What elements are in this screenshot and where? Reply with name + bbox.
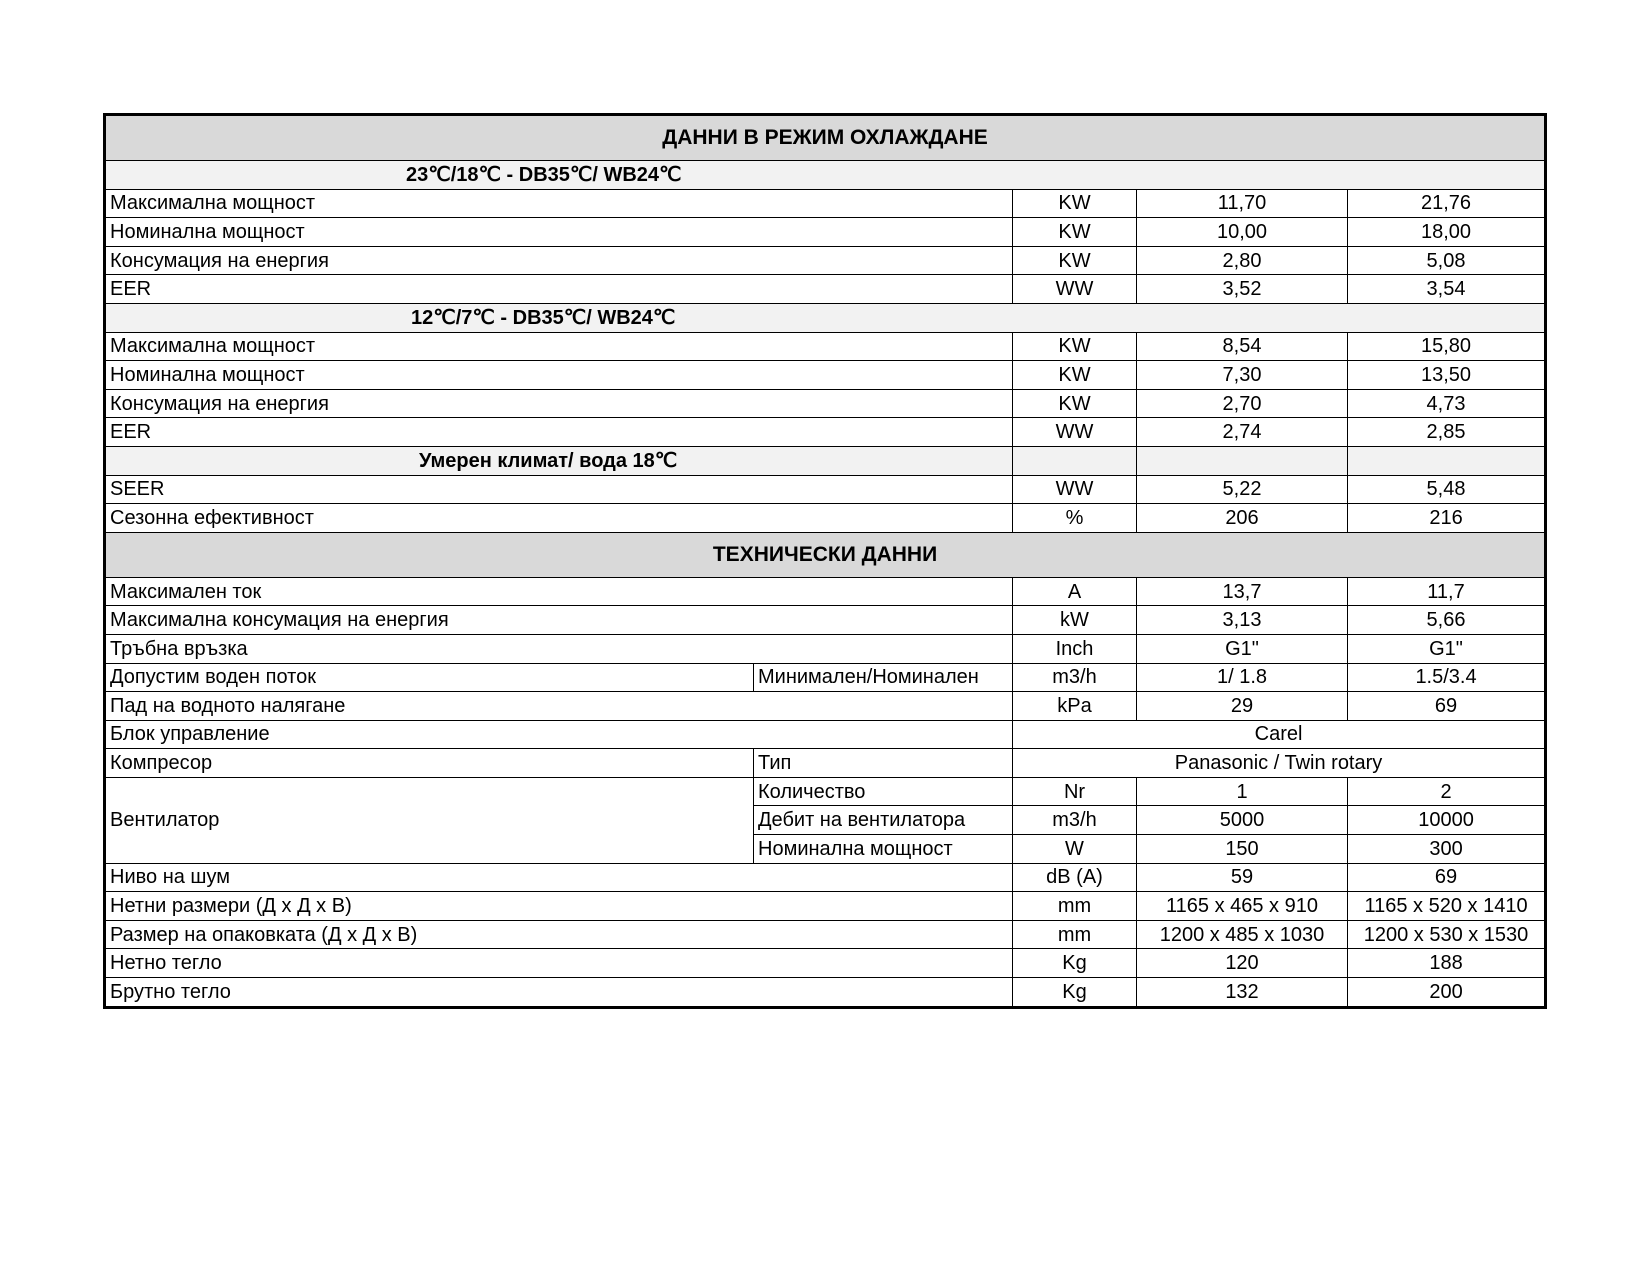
table-row: [105, 749, 1546, 778]
row-value-2: 5,48: [1348, 475, 1546, 504]
row-label: Компресор: [105, 749, 754, 778]
row-value-1: 206: [1137, 504, 1348, 533]
condition-label: Умерен климат/ вода 18℃: [105, 446, 1013, 475]
table-row: [105, 504, 1546, 533]
row-value-1: G1": [1137, 634, 1348, 663]
row-unit: kPa: [1013, 692, 1137, 721]
empty-cell: [1013, 446, 1137, 475]
table-row: [105, 361, 1546, 390]
row-value-1: 3,13: [1137, 606, 1348, 635]
row-unit: KW: [1013, 189, 1137, 218]
row-value-1: 29: [1137, 692, 1348, 721]
row-value-2: 2: [1348, 777, 1546, 806]
row-value-2: 1200 x 530 x 1530: [1348, 920, 1546, 949]
row-value-2: 15,80: [1348, 332, 1546, 361]
row-unit: %: [1013, 504, 1137, 533]
row-value-1: 120: [1137, 949, 1348, 978]
table-row: [105, 275, 1546, 304]
row-sublabel: Минимален/Номинален: [754, 663, 1013, 692]
table-row: [105, 920, 1546, 949]
table-row: [105, 663, 1546, 692]
row-unit: KW: [1013, 218, 1137, 247]
row-label: Максимална мощност: [105, 189, 1013, 218]
row-unit: W: [1013, 835, 1137, 864]
row-value-2: 216: [1348, 504, 1546, 533]
technical-title: ТЕХНИЧЕСКИ ДАННИ: [105, 532, 1546, 577]
row-sublabel: Количество: [754, 777, 1013, 806]
row-label: Допустим воден поток: [105, 663, 754, 692]
table-row: [105, 475, 1546, 504]
row-label: Ниво на шум: [105, 863, 1013, 892]
cooling-title: ДАННИ В РЕЖИМ ОХЛАЖДАНЕ: [105, 115, 1546, 161]
row-label: Нетни размери (Д х Д х В): [105, 892, 1013, 921]
row-unit: Kg: [1013, 978, 1137, 1008]
table-row: [105, 892, 1546, 921]
row-value-1: 1165 x 465 x 910: [1137, 892, 1348, 921]
row-label: Вентилатор: [105, 777, 754, 863]
table-row: [105, 606, 1546, 635]
row-value-2: 1.5/3.4: [1348, 663, 1546, 692]
row-label: Консумация на енергия: [105, 389, 1013, 418]
row-value-1: 5000: [1137, 806, 1348, 835]
row-unit: KW: [1013, 246, 1137, 275]
row-value-1: 7,30: [1137, 361, 1348, 390]
row-value-2: 5,66: [1348, 606, 1546, 635]
row-unit: Inch: [1013, 634, 1137, 663]
row-value-1: 10,00: [1137, 218, 1348, 247]
row-sublabel: Тип: [754, 749, 1013, 778]
row-label: Блок управление: [105, 720, 1013, 749]
row-unit: WW: [1013, 418, 1137, 447]
table-row: [105, 189, 1546, 218]
row-value-1: 132: [1137, 978, 1348, 1008]
row-value-2: G1": [1348, 634, 1546, 663]
row-value-1: 1/ 1.8: [1137, 663, 1348, 692]
row-unit: WW: [1013, 475, 1137, 504]
table-row: [105, 777, 1546, 806]
row-label: Брутно тегло: [105, 978, 1013, 1008]
row-value-2: 4,73: [1348, 389, 1546, 418]
row-label: Номинална мощност: [105, 218, 1013, 247]
row-value-1: 11,70: [1137, 189, 1348, 218]
row-unit: KW: [1013, 389, 1137, 418]
row-label: Пад на водното налягане: [105, 692, 1013, 721]
row-value-1: 13,7: [1137, 577, 1348, 606]
technical-section-header: [105, 532, 1546, 577]
row-value-2: 10000: [1348, 806, 1546, 835]
row-value-2: 13,50: [1348, 361, 1546, 390]
table-row: [105, 389, 1546, 418]
row-unit: m3/h: [1013, 806, 1137, 835]
table-row: [105, 246, 1546, 275]
condition-row: [105, 303, 1546, 332]
row-unit: KW: [1013, 332, 1137, 361]
row-label: Сезонна ефективност: [105, 504, 1013, 533]
row-unit: Nr: [1013, 777, 1137, 806]
row-value-2: 11,7: [1348, 577, 1546, 606]
row-value-2: 21,76: [1348, 189, 1546, 218]
row-value-merged: Carel: [1013, 720, 1546, 749]
row-value-1: 2,74: [1137, 418, 1348, 447]
row-unit: WW: [1013, 275, 1137, 304]
condition-row: [105, 446, 1546, 475]
row-value-2: 69: [1348, 692, 1546, 721]
table-row: [105, 720, 1546, 749]
condition-row: [105, 161, 1546, 190]
row-label: Нетно тегло: [105, 949, 1013, 978]
row-sublabel: Номинална мощност: [754, 835, 1013, 864]
row-unit: dB (A): [1013, 863, 1137, 892]
row-value-1: 1200 x 485 x 1030: [1137, 920, 1348, 949]
row-value-1: 5,22: [1137, 475, 1348, 504]
row-value-2: 69: [1348, 863, 1546, 892]
row-unit: mm: [1013, 920, 1137, 949]
row-unit: Kg: [1013, 949, 1137, 978]
row-value-1: 1: [1137, 777, 1348, 806]
cooling-section-header: [105, 115, 1546, 161]
row-label: SEER: [105, 475, 1013, 504]
table-row: [105, 577, 1546, 606]
table-row: [105, 949, 1546, 978]
row-value-2: 3,54: [1348, 275, 1546, 304]
row-label: EER: [105, 275, 1013, 304]
row-value-2: 300: [1348, 835, 1546, 864]
row-unit: kW: [1013, 606, 1137, 635]
row-sublabel: Дебит на вентилатора: [754, 806, 1013, 835]
row-label: Максимална мощност: [105, 332, 1013, 361]
row-label: Размер на опаковката (Д х Д х В): [105, 920, 1013, 949]
table-row: [105, 863, 1546, 892]
row-value-merged: Panasonic / Twin rotary: [1013, 749, 1546, 778]
empty-cell: [1348, 446, 1546, 475]
row-label: Консумация на енергия: [105, 246, 1013, 275]
table-row: [105, 978, 1546, 1008]
row-value-1: 3,52: [1137, 275, 1348, 304]
row-unit: m3/h: [1013, 663, 1137, 692]
empty-cell: [1137, 446, 1348, 475]
table-row: [105, 692, 1546, 721]
row-value-2: 2,85: [1348, 418, 1546, 447]
row-label: Максимален ток: [105, 577, 1013, 606]
condition-label: 23℃/18℃ - DB35℃/ WB24℃: [105, 161, 1546, 190]
row-label: Тръбна връзка: [105, 634, 1013, 663]
spec-table: [103, 113, 1547, 1009]
row-unit: A: [1013, 577, 1137, 606]
table-row: [105, 332, 1546, 361]
row-label: EER: [105, 418, 1013, 447]
row-value-2: 1165 x 520 x 1410: [1348, 892, 1546, 921]
row-value-2: 200: [1348, 978, 1546, 1008]
row-value-1: 150: [1137, 835, 1348, 864]
row-value-1: 8,54: [1137, 332, 1348, 361]
table-row: [105, 634, 1546, 663]
table-row: [105, 418, 1546, 447]
row-unit: mm: [1013, 892, 1137, 921]
table-row: [105, 218, 1546, 247]
row-value-2: 18,00: [1348, 218, 1546, 247]
row-unit: KW: [1013, 361, 1137, 390]
row-label: Максимална консумация на енергия: [105, 606, 1013, 635]
row-value-1: 59: [1137, 863, 1348, 892]
row-value-2: 188: [1348, 949, 1546, 978]
row-value-1: 2,70: [1137, 389, 1348, 418]
condition-label: 12℃/7℃ - DB35℃/ WB24℃: [105, 303, 1546, 332]
row-value-1: 2,80: [1137, 246, 1348, 275]
row-value-2: 5,08: [1348, 246, 1546, 275]
row-label: Номинална мощност: [105, 361, 1013, 390]
